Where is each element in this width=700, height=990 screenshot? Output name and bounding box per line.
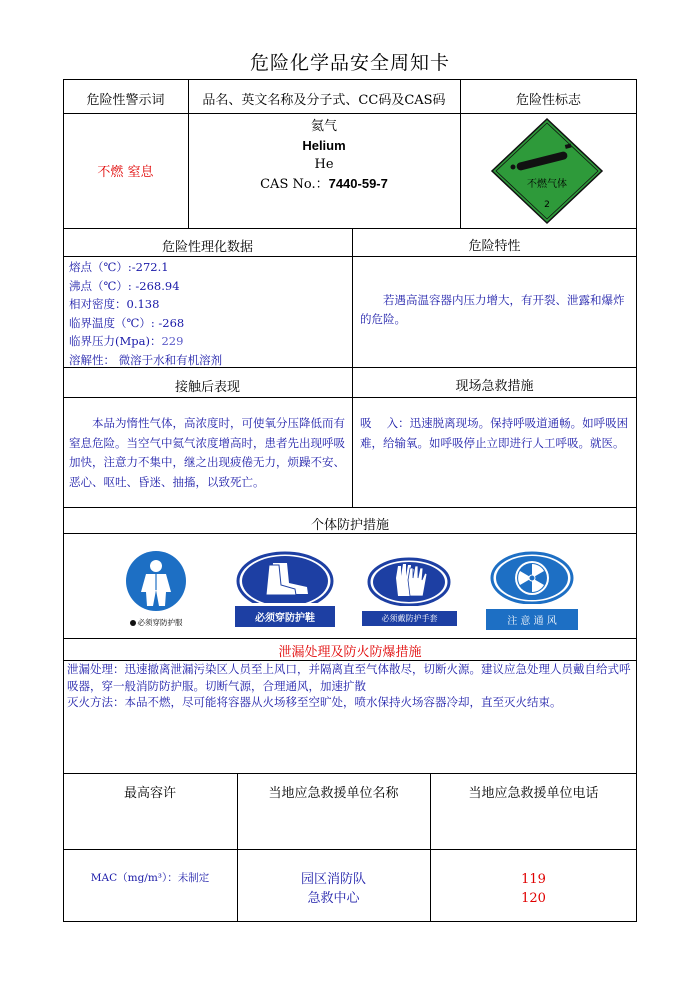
cas-number: 7440-59-7 [328, 176, 388, 191]
substance-formula: He [314, 157, 334, 172]
phys-chem-item: 溶解性： 微溶于水和有机溶剂 [69, 352, 223, 367]
warning-text: 不燃 窒息 [97, 165, 154, 180]
phys-chem-item: 临界压力(Mpa)：229 [69, 334, 184, 348]
ppe-sign-ventilation [486, 550, 578, 627]
phys-chem-header: 危险性理化数据 [161, 240, 253, 255]
hazard-class-number: 2 [544, 200, 550, 210]
first-aid-label: 吸 入： [360, 416, 410, 430]
unit-phone: 120 [521, 891, 546, 906]
hazard-label-text: 不燃气体 [527, 179, 567, 190]
phys-chem-item: 临界温度（℃）: -268 [69, 315, 185, 330]
unit-phone: 119 [521, 872, 546, 887]
protective-boots-icon [235, 549, 335, 603]
phys-chem-list [69, 258, 349, 369]
contact-header: 接触后表现 [174, 380, 240, 395]
ppe-caption: 必须穿防护鞋 [235, 606, 335, 627]
substance-cn-name: 氦气 [310, 119, 337, 134]
warning-word-header: 危险性警示词 [86, 93, 165, 108]
first-aid-body: 迅速脱离现场。保持呼吸道通畅。如呼吸困难，给输氧。如呼吸停止立即进行人工呼吸。就医。 [360, 416, 629, 450]
cas-label: CAS No.： [260, 177, 329, 192]
contact-text: 本品为惰性气体，高浓度时，可使氧分压降低而有窒息危险。当空气中氦气浓度增高时，患者先出现呼吸加快，注意力不集中，继之出现疲倦无力，烦躁不安、恶心、呕吐、昏迷、抽搐，以致死亡。 [69, 416, 345, 489]
ppe-caption: 必须穿防护服 [115, 617, 197, 628]
hazard-label-sign [488, 117, 606, 225]
leak-handling: 泄漏处理：迅速撤离泄漏污染区人员至上风口，并隔离直至气体散尽，切断火源。建议应急处理人员戴自给式呼吸器，穿一般消防防护服。切断气源，合理通风，加速扩散 [67, 662, 631, 693]
mac-value: MAC（mg/m³）：未制定 [90, 872, 210, 884]
first-aid-header: 现场急救措施 [455, 379, 534, 394]
phys-chem-item: 熔点（℃）:-272.1 [69, 260, 169, 274]
mac-header: 最高容许 [123, 786, 176, 801]
ventilation-fan-icon [486, 550, 578, 604]
unit-phones [430, 870, 637, 908]
ppe-caption: 必须戴防护手套 [362, 611, 457, 626]
page-title: 危险化学品安全周知卡 [249, 52, 450, 74]
hazard-props-header: 危险特性 [468, 239, 521, 254]
unit-phone-header: 当地应急救援单位电话 [468, 786, 599, 801]
substance-en-name: Helium [302, 138, 346, 153]
unit-name-header: 当地应急救援单位名称 [268, 786, 399, 801]
unit-names [237, 870, 430, 908]
fire-fighting: 灭火方法：本品不燃，尽可能将容器从火场移至空旷处，喷水保持火场容器冷却，直至灭火结束。 [67, 695, 562, 709]
cas-line [188, 174, 460, 194]
ppe-sign-protective-suit [115, 550, 197, 625]
substance-block [188, 117, 460, 194]
hazard-sign-header: 危险性标志 [515, 93, 581, 108]
leak-fire-body [67, 661, 635, 711]
ppe-sign-protective-gloves [362, 556, 457, 622]
protective-suit-icon [115, 550, 197, 612]
ppe-caption: 注 意 通 风 [486, 609, 578, 630]
name-header: 品名、英文名称及分子式、CC码及CAS码 [202, 93, 446, 108]
ppe-sign-protective-boots [235, 549, 335, 624]
protective-gloves-icon [362, 556, 457, 606]
ppe-header: 个体防护措施 [310, 518, 389, 533]
leak-fire-header: 泄漏处理及防火防爆措施 [278, 645, 422, 660]
unit-name: 急救中心 [307, 891, 360, 906]
phys-chem-item: 沸点（℃）: -268.94 [69, 278, 180, 293]
unit-name: 园区消防队 [300, 872, 366, 887]
hazard-props-text: 若遇高温容器内压力增大，有开裂、泄露和爆炸的危险。 [360, 293, 625, 326]
first-aid-text [360, 414, 632, 453]
phys-chem-item: 相对密度：0.138 [69, 297, 160, 311]
